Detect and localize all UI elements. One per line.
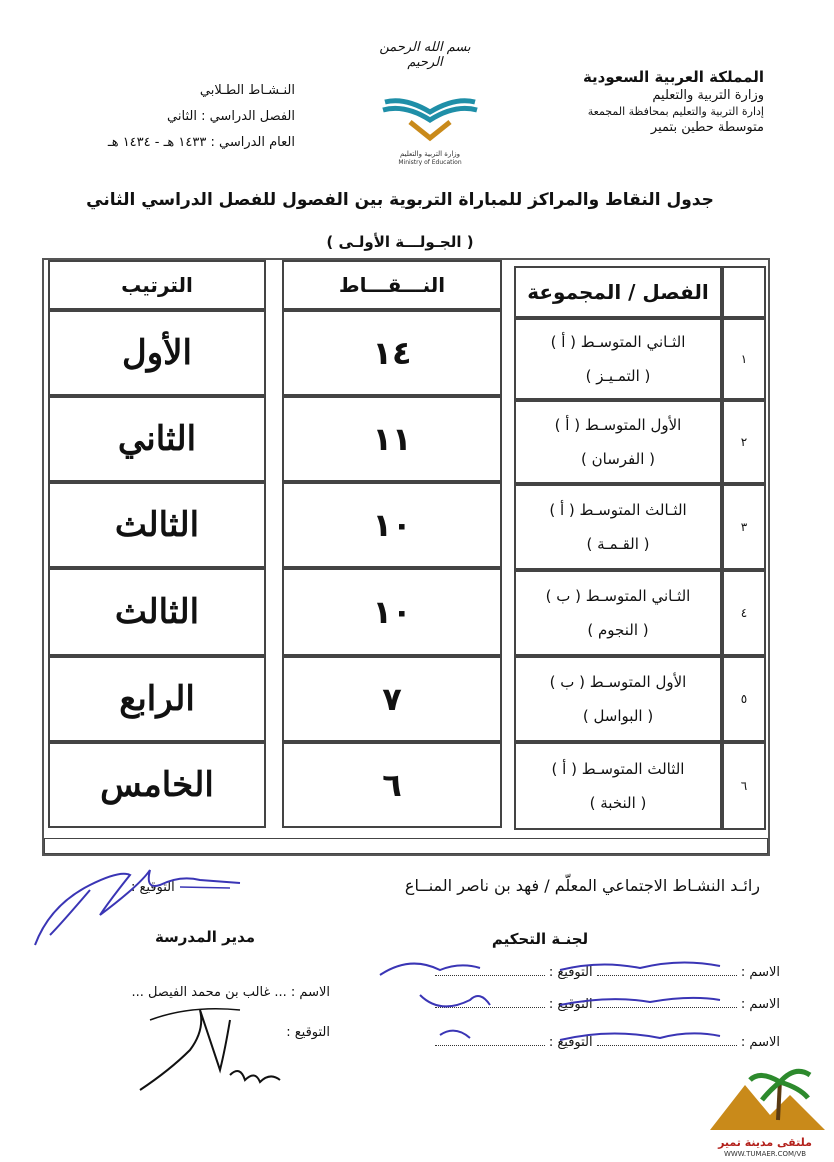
class-name: الثـاني المتوسـط ( أ ) <box>550 333 686 351</box>
committee-signatures <box>360 950 740 1065</box>
points-cell: ١١ <box>282 396 502 482</box>
rank-cell: الثاني <box>48 396 266 482</box>
member-name-label: الاسم : <box>740 997 780 1012</box>
header-rank: الترتيب <box>48 260 266 310</box>
points-cell: ١٠ <box>282 568 502 656</box>
principal-signature <box>130 990 290 1100</box>
header-class: الفصل / المجموعة <box>514 266 722 318</box>
class-name: الثـاني المتوسـط ( ب ) <box>545 587 691 605</box>
site-watermark <box>700 1060 830 1158</box>
rank-cell: الثالث <box>48 568 266 656</box>
svg-text:Ministry of Education: Ministry of Education <box>398 159 462 166</box>
principal-name: الاسم : ... غالب بن محمد الفيصل ... <box>131 985 330 1000</box>
group-name: ( البواسل ) <box>582 707 654 725</box>
document-title: جدول النقاط والمراكز للمباراة التربوية بين الفصول للفصل الدراسي الثاني <box>86 190 714 210</box>
header-points: النـــقـــاط <box>282 260 502 310</box>
class-cell <box>514 484 722 570</box>
group-name: ( القـمـة ) <box>586 535 650 553</box>
class-cell <box>514 656 722 742</box>
header-left-block <box>75 78 295 156</box>
points-cell: ٧ <box>282 656 502 742</box>
class-cell <box>514 318 722 400</box>
member-sign-label: التوقيع : <box>548 1035 593 1050</box>
book-logo-icon <box>375 92 485 167</box>
directorate-name: إدارة التربية والتعليم بمحافظة المجمعة <box>587 105 764 118</box>
rank-cell: الأول <box>48 310 266 396</box>
group-name: ( النخبة ) <box>589 794 647 812</box>
points-cell: ١٤ <box>282 310 502 396</box>
row-number: ٢ <box>722 400 766 484</box>
semester-label: الفصل الدراسي : الثاني <box>167 109 295 124</box>
row-number: ٦ <box>722 742 766 830</box>
class-cell <box>514 400 722 484</box>
school-director-label: مدير المدرسة <box>154 928 256 946</box>
activity-title: النـشـاط الطـلابي <box>199 83 295 98</box>
row-number: ٤ <box>722 570 766 656</box>
group-name: ( النجوم ) <box>587 621 649 639</box>
school-name: متوسطة حطين بتمير <box>650 120 764 135</box>
row-number: ٣ <box>722 484 766 570</box>
class-cell <box>514 570 722 656</box>
header-right-block <box>504 68 764 135</box>
header-num <box>722 266 766 318</box>
row-number: ٥ <box>722 656 766 742</box>
member-name-label: الاسم : <box>740 1035 780 1050</box>
class-cell <box>514 742 722 830</box>
rank-cell: الخامس <box>48 742 266 828</box>
ministry-name: وزارة التربية والتعليم <box>652 88 764 103</box>
leader-sign-label: التوقيع : <box>130 880 175 895</box>
basmala: بسم الله الرحمن الرحيم <box>379 40 471 70</box>
points-cell: ٦ <box>282 742 502 828</box>
member-name-label: الاسم : <box>740 965 780 980</box>
group-name: ( الفرسان ) <box>581 450 655 468</box>
member-sign-label: التوقيع : <box>548 965 593 980</box>
rank-cell: الثالث <box>48 482 266 568</box>
round-subtitle: ( الجـولـــة الأولـى ) <box>326 233 474 251</box>
principal-sign-label: التوقيع : <box>286 1025 330 1040</box>
svg-text:WWW.TUMAER.COM/VB: WWW.TUMAER.COM/VB <box>723 1150 807 1158</box>
member-sign-label: التوقيع : <box>548 997 593 1012</box>
row-number: ١ <box>722 318 766 400</box>
committee-label: لجنـة التحكيم <box>491 930 589 948</box>
class-name: الثالث المتوسـط ( أ ) <box>551 760 685 778</box>
svg-text:ملتقى مدينة تمير: ملتقى مدينة تمير <box>718 1136 812 1149</box>
points-cell: ١٠ <box>282 482 502 568</box>
ministry-logo <box>375 92 485 167</box>
class-name: الأول المتوسـط ( أ ) <box>554 416 682 434</box>
svg-text:وزارة التربية والتعليم: وزارة التربية والتعليم <box>399 150 461 158</box>
group-name: ( التمـيـز ) <box>585 367 651 385</box>
kingdom-name: المملكة العربية السعودية <box>582 68 764 86</box>
class-name: الثـالث المتوسـط ( أ ) <box>549 501 687 519</box>
academic-year: العام الدراسي : ١٤٣٣ هـ - ١٤٣٤ هـ <box>107 135 295 150</box>
rank-cell: الرابع <box>48 656 266 742</box>
palm-logo-icon <box>700 1060 830 1158</box>
activity-leader: رائـد النشـاط الاجتماعي المعلّم / فهد بن ناصر المنــاع <box>404 876 760 895</box>
results-table <box>42 258 770 856</box>
class-name: الأول المتوسـط ( ب ) <box>549 673 687 691</box>
